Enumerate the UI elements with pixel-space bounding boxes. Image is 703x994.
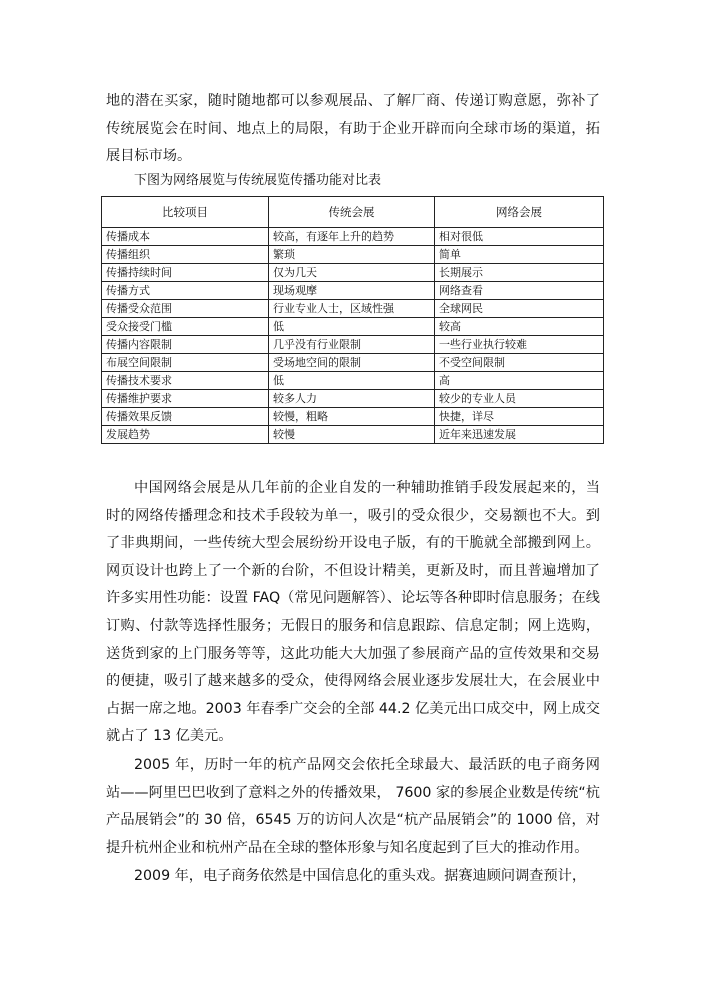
row-online: 全球网民 bbox=[435, 300, 604, 318]
table-row bbox=[102, 354, 604, 372]
row-traditional: 较多人力 bbox=[269, 390, 435, 408]
intro-paragraph: 地的潜在买家，随时随地都可以参观展品、了解厂商、传递订购意愿，弥补了传统展览会在时间、地点上的局限，有助于企业开辟而向全球市场的渠道，拓展目标市场。 bbox=[106, 93, 600, 165]
row-online: 相对很低 bbox=[435, 228, 604, 246]
row-item: 传播维护要求 bbox=[102, 390, 269, 408]
table-caption: 下图为网络展览与传统展览传播功能对比表 bbox=[134, 173, 382, 188]
row-item: 传播持续时间 bbox=[102, 264, 269, 282]
body-paragraph-2: 2005 年，历时一年的杭产品网交会依托全球最大、最活跃的电子商务网站——阿里巴巴收到了意料之外的传播效果， 7600 家的参展企业数是传统“杭产品展销会”的 30 倍，6545 万的访问人次是“杭产品展销会”的 1000 倍，对提升杭州企业和杭州产品在全球的整体形象与知名度起到了巨大的推动作用。 bbox=[106, 757, 600, 856]
header-online: 网络会展 bbox=[435, 197, 604, 228]
row-online: 网络查看 bbox=[435, 282, 604, 300]
row-online: 一些行业执行较难 bbox=[435, 336, 604, 354]
row-online: 较高 bbox=[435, 318, 604, 336]
table-row bbox=[102, 246, 604, 264]
row-item: 传播技术要求 bbox=[102, 372, 269, 390]
row-online: 近年来迅速发展 bbox=[435, 426, 604, 444]
table-row bbox=[102, 408, 604, 426]
row-online: 不受空间限制 bbox=[435, 354, 604, 372]
table-row bbox=[102, 228, 604, 246]
comparison-table bbox=[101, 196, 604, 444]
row-online: 长期展示 bbox=[435, 264, 604, 282]
table-row bbox=[102, 372, 604, 390]
row-online: 快捷，详尽 bbox=[435, 408, 604, 426]
row-item: 传播内容限制 bbox=[102, 336, 269, 354]
row-item: 传播方式 bbox=[102, 282, 269, 300]
row-traditional: 低 bbox=[269, 372, 435, 390]
row-item: 传播组织 bbox=[102, 246, 269, 264]
row-traditional: 较慢 bbox=[269, 426, 435, 444]
row-item: 传播受众范围 bbox=[102, 300, 269, 318]
table-row bbox=[102, 336, 604, 354]
table-header-row bbox=[102, 197, 604, 228]
table-row bbox=[102, 390, 604, 408]
header-traditional: 传统会展 bbox=[269, 197, 435, 228]
row-item: 传播效果反馈 bbox=[102, 408, 269, 426]
row-item: 发展趋势 bbox=[102, 426, 269, 444]
table-row bbox=[102, 300, 604, 318]
row-online: 较少的专业人员 bbox=[435, 390, 604, 408]
row-traditional: 受场地空间的限制 bbox=[269, 354, 435, 372]
row-item: 布展空间限制 bbox=[102, 354, 269, 372]
table-row bbox=[102, 282, 604, 300]
header-item: 比较项目 bbox=[102, 197, 269, 228]
body-paragraph-3: 2009 年，电子商务依然是中国信息化的重头戏。据赛迪顾问调查预计， bbox=[134, 868, 587, 884]
row-traditional: 较慢，粗略 bbox=[269, 408, 435, 426]
body-paragraph-1: 中国网络会展是从几年前的企业自发的一种辅助推销手段发展起来的，当时的网络传播理念和技术手段较为单一，吸引的受众很少，交易额也不大。到了非典期间，一些传统大型会展纷纷开设电子版，有的干脆就全部搬到网上。网页设计也跨上了一个新的台阶，不但设计精美，更新及时，而且普遍增加了许多实用性功能：设置 FAQ（常见问题解答）、论坛等各种即时信息服务；在线订购、付款等选择性服务；无假日的服务和信息跟踪、信息定制；网上选购，送货到家的上门服务等等，这此功能大大加强了参展商产品的宣传效果和交易的便捷，吸引了越来越多的受众，使得网络会展业逐步发展壮大，在会展业中占据一席之地。2003 年春季广交会的全部 44.2 亿美元出口成交中，网上成交就占了 13 亿美元。 bbox=[106, 480, 600, 745]
row-traditional: 几乎没有行业限制 bbox=[269, 336, 435, 354]
table-row bbox=[102, 264, 604, 282]
row-traditional: 仅为几天 bbox=[269, 264, 435, 282]
row-item: 传播成本 bbox=[102, 228, 269, 246]
row-online: 高 bbox=[435, 372, 604, 390]
row-traditional: 现场观摩 bbox=[269, 282, 435, 300]
row-item: 受众接受门槛 bbox=[102, 318, 269, 336]
row-online: 简单 bbox=[435, 246, 604, 264]
table-row bbox=[102, 318, 604, 336]
row-traditional: 行业专业人士，区域性强 bbox=[269, 300, 435, 318]
table-row bbox=[102, 426, 604, 444]
row-traditional: 低 bbox=[269, 318, 435, 336]
row-traditional: 繁琐 bbox=[269, 246, 435, 264]
row-traditional: 较高，有逐年上升的趋势 bbox=[269, 228, 435, 246]
